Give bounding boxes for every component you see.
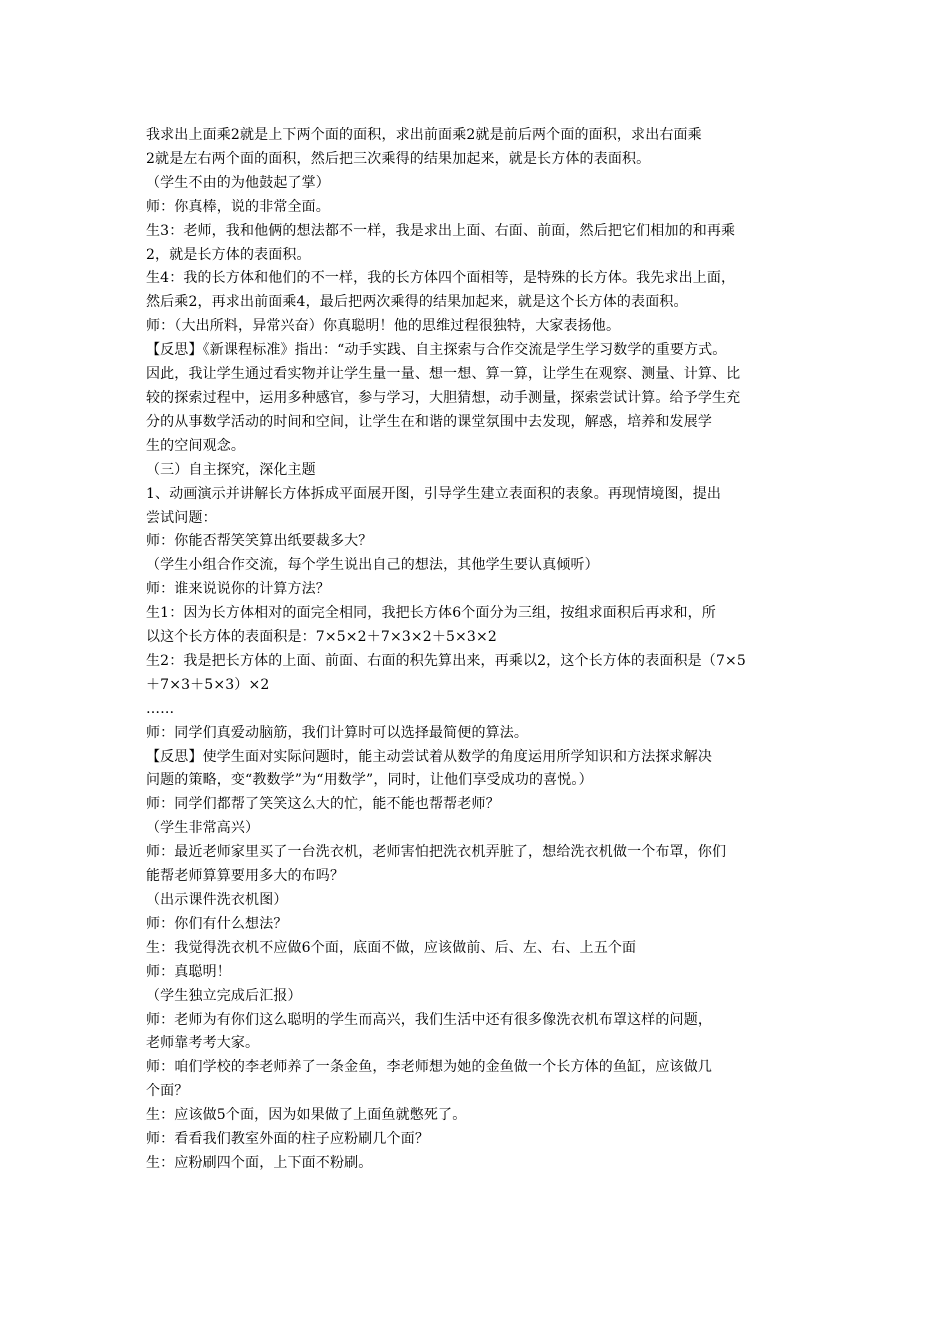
text-line: 尝试问题： <box>146 509 217 526</box>
text-line: 师：谁来说说你的计算方法？ <box>146 581 330 598</box>
text-line: 以这个长方体的表面积是：7×5×2＋7×3×2＋5×3×2 <box>146 629 497 646</box>
text-line: 师：看看我们教室外面的柱子应粉刷几个面？ <box>146 1131 429 1148</box>
text-line: （学生小组合作交流，每个学生说出自己的想法，其他学生要认真倾听） <box>146 557 599 574</box>
text-line: 个面？ <box>146 1083 189 1100</box>
ellipsis-line: …… <box>146 700 175 717</box>
text-line: （学生独立完成后汇报） <box>146 987 302 1004</box>
reflection-line: 【反思】使学生面对实际问题时，能主动尝试着从数学的角度运用所学知识和方法探求解决 <box>146 748 712 765</box>
reflection-line: 【反思】《新课程标准》指出：“动手实践、自主探索与合作交流是学生学习数学的重要方式。 <box>146 342 727 359</box>
text-line: 师：老师为有你们这么聪明的学生而高兴，我们生活中还有很多像洗衣机布罩这样的问题， <box>146 1011 712 1028</box>
text-line: 生1：因为长方体相对的面完全相同，我把长方体6个面分为三组，按组求面积后再求和，所 <box>146 605 716 622</box>
text-line: 我求出上面乘2就是上下两个面的面积，求出前面乘2就是前后两个面的面积，求出右面乘 <box>146 127 702 143</box>
text-line: 2，就是长方体的表面积。 <box>146 246 311 263</box>
text-line: 生：我觉得洗衣机不应做6个面，底面不做，应该做前、后、左、右、上五个面 <box>146 939 637 956</box>
text-line: 师：（大出所料，异常兴奋）你真聪明！他的思维过程很独特，大家表扬他。 <box>146 318 621 335</box>
text-line: 1、动画演示并讲解长方体拆成平面展开图，引导学生建立表面积的表象。再现情境图，提出 <box>146 485 722 502</box>
text-line: 2就是左右两个面的面积，然后把三次乘得的结果加起来，就是长方体的表面积。 <box>146 150 651 167</box>
text-line: 师：最近老师家里买了一台洗衣机，老师害怕把洗衣机弄脏了，想给洗衣机做一个布罩，你们 <box>146 844 727 861</box>
text-line: 师：你真棒，说的非常全面。 <box>146 198 330 215</box>
text-line: 生：应粉刷四个面，上下面不粉刷。 <box>146 1154 373 1171</box>
text-line: 生的空间观念。 <box>146 437 246 454</box>
text-line: （出示课件洗衣机图） <box>146 892 288 908</box>
text-line: 生2：我是把长方体的上面、前面、右面的积先算出来，再乘以2，这个长方体的表面积是（7×5 <box>146 652 746 669</box>
text-line: 师：咱们学校的李老师养了一条金鱼，李老师想为她的金鱼做一个长方体的鱼缸，应该做几 <box>146 1059 712 1076</box>
text-line: 较的探索过程中，运用多种感官，参与学习，大胆猜想，动手测量，探索尝试计算。给予学生充 <box>146 389 741 406</box>
text-line: 师：真聪明！ <box>146 963 231 980</box>
text-line: （学生不由的为他鼓起了掌） <box>146 174 330 191</box>
section-heading: （三）自主探究，深化主题 <box>146 461 316 478</box>
text-line: 能帮老师算算要用多大的布吗？ <box>146 868 345 885</box>
text-line: 师：同学们真爱动脑筋，我们计算时可以选择最简便的算法。 <box>146 724 529 741</box>
text-line: 问题的策略，变“教数学”为“用数学”，同时，让他们享受成功的喜悦。） <box>146 772 593 789</box>
text-line: 师：你们有什么想法？ <box>146 915 288 932</box>
text-line: 然后乘2，再求出前面乘4，最后把两次乘得的结果加起来，就是这个长方体的表面积。 <box>146 294 688 311</box>
text-line: 因此，我让学生通过看实物并让学生量一量、想一想、算一算，让学生在观察、测量、计算、比 <box>146 366 741 383</box>
text-line: 师：同学们都帮了笑笑这么大的忙，能不能也帮帮老师？ <box>146 796 500 813</box>
text-line: 生4：我的长方体和他们的不一样，我的长方体四个面相等，是特殊的长方体。我先求出上面， <box>146 270 736 287</box>
text-line: 分的从事数学活动的时间和空间，让学生在和谐的课堂氛围中去发现，解惑，培养和发展学 <box>146 413 712 430</box>
text-line: （学生非常高兴） <box>146 820 260 837</box>
text-line: 生3：老师，我和他俩的想法都不一样，我是求出上面、右面、前面，然后把它们相加的和再乘 <box>146 222 736 239</box>
lesson-transcript-body <box>146 124 810 1176</box>
text-line: 生：应该做5个面，因为如果做了上面鱼就憋死了。 <box>146 1107 467 1124</box>
text-line: 老师靠考考大家。 <box>146 1035 260 1052</box>
text-line: 师：你能否帮笑笑算出纸要裁多大？ <box>146 533 373 550</box>
text-line: ＋7×3＋5×3）×2 <box>146 676 270 693</box>
